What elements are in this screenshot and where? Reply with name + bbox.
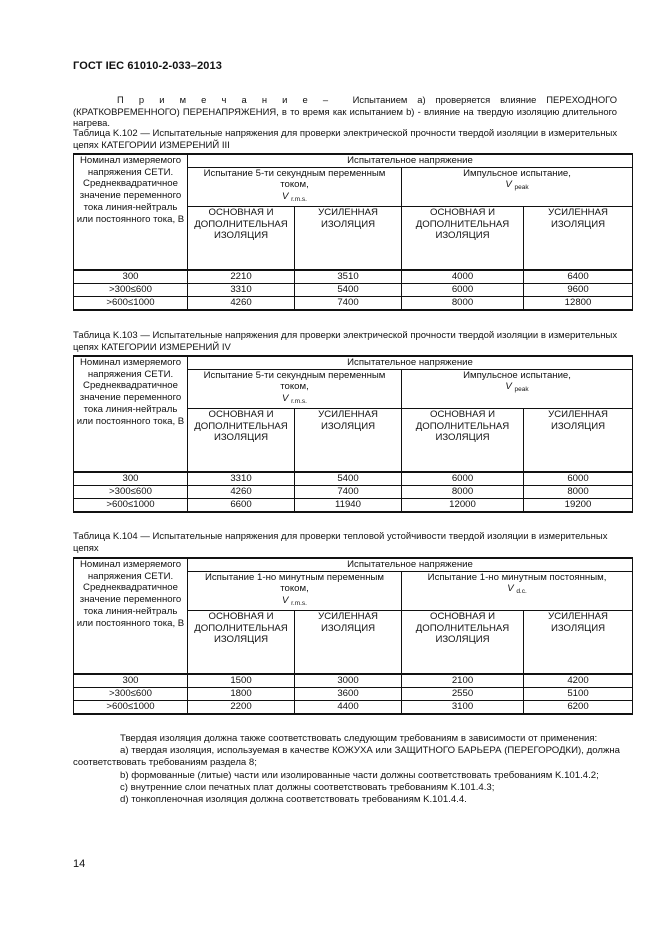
requirement-item-d: d) тонкопленочная изоляция должна соответствовать требованиям K.101.4.4.	[120, 794, 467, 806]
table-cell: 19200	[524, 499, 633, 513]
table-cell: 4260	[188, 297, 295, 311]
table-cell: 9600	[524, 284, 633, 297]
test-b-header	[402, 369, 633, 408]
table-cell: >300≤600	[74, 284, 188, 297]
col-label-reinforced-b: УСИЛЕННАЯ ИЗОЛЯЦИЯ	[524, 408, 633, 472]
table-cell: 3600	[295, 688, 402, 701]
table-cell: 300	[74, 472, 188, 486]
test-a-header	[188, 167, 402, 206]
row-header-cell: Номинал измеряемого напряжения СЕТИ. Среднеквадратичное значение переменного тока линия-нейтраль или постоянного тока, В	[74, 558, 188, 674]
col-label-basic-b: ОСНОВНАЯ И ДОПОЛНИТЕЛЬНАЯ ИЗОЛЯЦИЯ	[402, 610, 524, 674]
col-label-basic-b: ОСНОВНАЯ И ДОПОЛНИТЕЛЬНАЯ ИЗОЛЯЦИЯ	[402, 408, 524, 472]
col-label-basic-a: ОСНОВНАЯ И ДОПОЛНИТЕЛЬНАЯ ИЗОЛЯЦИЯ	[188, 610, 295, 674]
table-cell: 1800	[188, 688, 295, 701]
table-cell: 12000	[402, 499, 524, 513]
table-cell: 7400	[295, 486, 402, 499]
col-label-reinforced-a: УСИЛЕННАЯ ИЗОЛЯЦИЯ	[295, 610, 402, 674]
test-a-header	[188, 369, 402, 408]
group-header-cell: Испытательное напряжение	[188, 558, 633, 571]
table-cell: >600≤1000	[74, 499, 188, 513]
table-cell: 2210	[188, 270, 295, 284]
table-cell: 4400	[295, 701, 402, 715]
group-header-cell: Испытательное напряжение	[188, 356, 633, 369]
test-a-text: Испытание 5-ти секундным переменным током,	[203, 167, 386, 191]
col-label-basic-a: ОСНОВНАЯ И ДОПОЛНИТЕЛЬНАЯ ИЗОЛЯЦИЯ	[188, 206, 295, 270]
test-a-subscript: r.m.s.	[291, 398, 307, 406]
table-cell: 6600	[188, 499, 295, 513]
page-number: 14	[73, 858, 86, 870]
table-cell: 6000	[524, 472, 633, 486]
test-b-subscript: peak	[514, 184, 529, 192]
note-paragraph	[73, 94, 617, 129]
test-a-text: Испытание 5-ти секундным переменным током,	[203, 369, 386, 393]
test-b-text: Испытание 1-но минутным постоянным,	[427, 571, 607, 583]
test-b-subscript: d.c.	[516, 588, 527, 596]
col-label-basic-b: ОСНОВНАЯ И ДОПОЛНИТЕЛЬНАЯ ИЗОЛЯЦИЯ	[402, 206, 524, 270]
table-cell: 1500	[188, 674, 295, 688]
requirements-section	[73, 733, 620, 806]
test-b-symbol: V	[505, 179, 512, 191]
table-cell: 3310	[188, 472, 295, 486]
test-a-symbol: V	[282, 393, 289, 405]
table-cell: 5400	[295, 284, 402, 297]
note-label: П р и м е ч а н и е –	[117, 94, 331, 105]
table-cell: 4200	[524, 674, 633, 688]
table-cell: 6200	[524, 701, 633, 715]
col-label-reinforced-a: УСИЛЕННАЯ ИЗОЛЯЦИЯ	[295, 408, 402, 472]
table-cell: 5400	[295, 472, 402, 486]
table-cell: 8000	[402, 297, 524, 311]
col-label-reinforced-b: УСИЛЕННАЯ ИЗОЛЯЦИЯ	[524, 206, 633, 270]
table-cell: >600≤1000	[74, 701, 188, 715]
test-b-header	[402, 167, 633, 206]
row-header-cell: Номинал измеряемого напряжения СЕТИ. Среднеквадратичное значение переменного тока линия-нейтраль или постоянного тока, В	[74, 154, 188, 270]
table-cell: >600≤1000	[74, 297, 188, 311]
test-a-subscript: r.m.s.	[291, 196, 307, 204]
table-k102	[73, 153, 633, 311]
col-label-basic-a: ОСНОВНАЯ И ДОПОЛНИТЕЛЬНАЯ ИЗОЛЯЦИЯ	[188, 408, 295, 472]
requirements-intro: Твердая изоляция должна также соответствовать следующим требованиям в зависимости от применения:	[120, 733, 598, 744]
requirement-item-c: c) внутренние слои печатных плат должны соответствовать требованиям K.101.4.3;	[120, 781, 495, 793]
row-header-cell: Номинал измеряемого напряжения СЕТИ. Среднеквадратичное значение переменного тока линия-нейтраль или постоянного тока, В	[74, 356, 188, 472]
table-k104	[73, 557, 633, 715]
table-cell: 6000	[402, 472, 524, 486]
table-cell: 8000	[402, 486, 524, 499]
table-cell: 4260	[188, 486, 295, 499]
requirement-item-a: a) твердая изоляция, используемая в качестве КОЖУХА или ЗАЩИТНОГО БАРЬЕРА (ПЕРЕГОРОДКИ), должна соответствовать требованиям раздела 8;	[73, 745, 620, 769]
test-b-symbol: V	[505, 381, 512, 393]
table-cell: 8000	[524, 486, 633, 499]
table-k102-caption: Таблица K.102 — Испытательные напряжения для проверки электрической прочности твердой изоляции в измерительных цепях КАТЕГОРИИ ИЗМЕРЕНИЙ III	[73, 128, 618, 151]
table-cell: 300	[74, 674, 188, 688]
table-cell: >300≤600	[74, 486, 188, 499]
test-a-subscript: r.m.s.	[291, 600, 307, 608]
table-cell: 11940	[295, 499, 402, 513]
col-label-reinforced-a: УСИЛЕННАЯ ИЗОЛЯЦИЯ	[295, 206, 402, 270]
requirement-item-b: b) формованные (литые) части или изолированные части должны соответствовать требованиям K.101.4.2;	[120, 769, 599, 781]
table-cell: 2550	[402, 688, 524, 701]
test-a-symbol: V	[282, 191, 289, 203]
table-k103-caption: Таблица K.103 — Испытательные напряжения для проверки электрической прочности твердой изоляции в измерительных цепях КАТЕГОРИИ ИЗМЕРЕНИЙ IV	[73, 330, 618, 353]
col-label-reinforced-b: УСИЛЕННАЯ ИЗОЛЯЦИЯ	[524, 610, 633, 674]
test-a-text: Испытание 1-но минутным переменным током,	[204, 571, 384, 595]
table-cell: 2200	[188, 701, 295, 715]
table-k104-caption: Таблица K.104 — Испытательные напряжения для проверки тепловой устойчивости твердой изоляции в измерительных цепях	[73, 531, 608, 554]
table-cell: 7400	[295, 297, 402, 311]
table-cell: 3000	[295, 674, 402, 688]
document-header: ГОСТ IEC 61010-2-033–2013	[73, 60, 222, 72]
group-header-cell: Испытательное напряжение	[188, 154, 633, 167]
test-b-subscript: peak	[514, 386, 529, 394]
table-cell: 6000	[402, 284, 524, 297]
table-cell: 2100	[402, 674, 524, 688]
table-cell: 3510	[295, 270, 402, 284]
table-cell: 3100	[402, 701, 524, 715]
test-a-symbol: V	[282, 595, 289, 607]
table-cell: 12800	[524, 297, 633, 311]
table-k103	[73, 355, 633, 513]
table-cell: 3310	[188, 284, 295, 297]
table-cell: >300≤600	[74, 688, 188, 701]
test-b-text: Импульсное испытание,	[463, 167, 571, 179]
table-cell: 5100	[524, 688, 633, 701]
note-text: Испытанием a) проверяется влияние ПЕРЕХОДНОГО (КРАТКОВРЕМЕННОГО) ПЕРЕНАПРЯЖЕНИЯ, в то время как испытанием b) - влияние на твердую изоляцию длительного нагрева.	[73, 94, 618, 129]
table-cell: 4000	[402, 270, 524, 284]
table-cell: 6400	[524, 270, 633, 284]
table-cell: 300	[74, 270, 188, 284]
test-b-symbol: V	[507, 583, 514, 595]
test-a-header	[188, 571, 402, 610]
test-b-header	[402, 571, 633, 610]
test-b-text: Импульсное испытание,	[463, 369, 571, 381]
